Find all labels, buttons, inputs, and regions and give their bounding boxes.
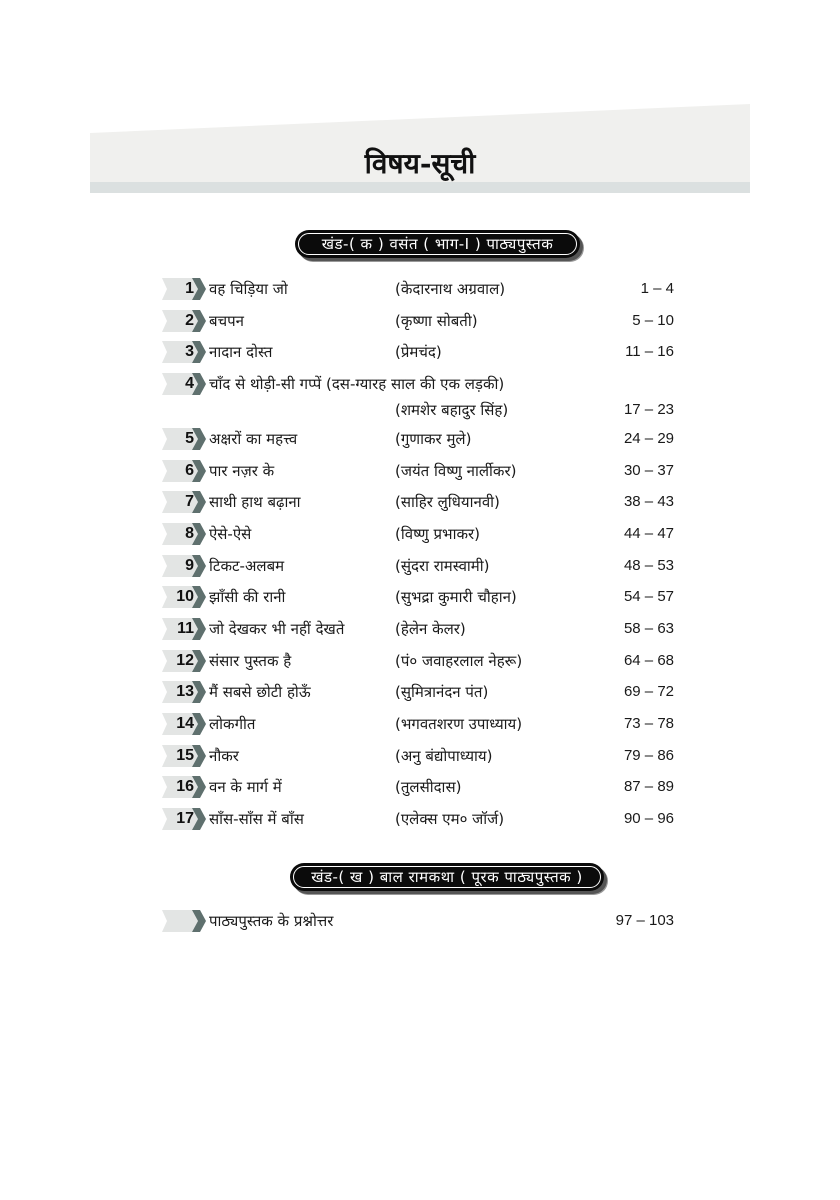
chapter-number: 16 [176, 778, 194, 795]
toc-row[interactable] [162, 909, 674, 935]
toc-row[interactable] [162, 277, 674, 303]
chapter-pages: 54 – 57 [623, 588, 674, 605]
toc-row[interactable] [162, 490, 674, 516]
chapter-pages: 30 – 37 [623, 462, 674, 479]
chapter-author: (प्रेमचंद) [395, 343, 442, 361]
toc-row[interactable] [162, 427, 674, 453]
chapter-author: (गुणाकर मुले) [395, 430, 472, 448]
toc-row[interactable] [162, 459, 674, 485]
toc-row[interactable] [162, 712, 674, 738]
chapter-pages: 48 – 53 [623, 557, 674, 574]
chapter-author: (हेलेन केलर) [395, 620, 466, 638]
chevron-marker-icon [162, 310, 206, 332]
chapter-pages: 5 – 10 [632, 312, 674, 329]
chapter-title[interactable]: नौकर [209, 747, 239, 765]
chapter-pages: 87 – 89 [623, 778, 674, 795]
chapter-title[interactable]: संसार पुस्तक है [209, 652, 292, 670]
chapter-pages: 97 – 103 [615, 912, 674, 929]
chapter-pages: 11 – 16 [625, 343, 674, 360]
chapter-author: (जयंत विष्णु नार्लीकर) [395, 462, 517, 480]
chapter-number: 13 [176, 683, 194, 700]
toc-row[interactable] [162, 554, 674, 580]
chapter-number: 15 [176, 747, 194, 764]
chapter-pages: 69 – 72 [623, 683, 674, 700]
chapter-title[interactable]: ऐसे-ऐसे [209, 525, 252, 543]
toc-row[interactable] [162, 775, 674, 801]
chapter-author: (सुंदरा रामस्वामी) [395, 557, 490, 575]
chapter-author: (सुमित्रानंदन पंत) [395, 683, 489, 701]
section-heading-bal-ramkatha [290, 863, 604, 891]
toc-row[interactable] [162, 309, 674, 335]
chevron-marker-icon [162, 373, 206, 395]
toc-row[interactable] [162, 617, 674, 643]
chapter-pages: 1 – 4 [640, 280, 674, 297]
chapter-title[interactable]: टिकट-अलबम [209, 557, 285, 575]
chapter-title[interactable]: पाठ्यपुस्तक के प्रश्नोत्तर [209, 912, 334, 930]
section-heading-vasant [295, 230, 580, 258]
toc-row[interactable] [162, 585, 674, 611]
chevron-marker-icon [162, 650, 206, 672]
chapter-pages: 38 – 43 [623, 493, 674, 510]
chapter-pages: 64 – 68 [623, 652, 674, 669]
chapter-title[interactable]: साँस-साँस में बाँस [209, 810, 304, 828]
chapter-pages: 73 – 78 [623, 715, 674, 732]
chapter-number: 11 [177, 620, 194, 637]
chapter-title[interactable]: साथी हाथ बढ़ाना [209, 493, 301, 511]
chapter-number: 14 [176, 715, 194, 732]
chapter-author: (शमशेर बहादुर सिंह) [395, 401, 509, 419]
chapter-author: (साहिर लुधियानवी) [395, 493, 500, 511]
chapter-number: 7 [185, 493, 194, 510]
chapter-pages: 58 – 63 [623, 620, 674, 637]
chapter-number: 4 [185, 375, 194, 392]
chevron-marker-icon [162, 713, 206, 735]
chapter-number: 9 [185, 557, 194, 574]
toc-row[interactable] [162, 744, 674, 770]
chapter-number: 2 [185, 312, 194, 329]
chapter-author: (केदारनाथ अग्रवाल) [395, 280, 506, 298]
toc-row[interactable] [162, 340, 674, 366]
chapter-title[interactable]: बचपन [209, 312, 244, 330]
chevron-marker-icon [162, 341, 206, 363]
chevron-marker-icon [162, 681, 206, 703]
chapter-title[interactable]: झाँसी की रानी [209, 588, 286, 606]
chapter-pages: 17 – 23 [623, 401, 674, 418]
toc-row[interactable] [162, 807, 674, 833]
chapter-title[interactable]: मैं सबसे छोटी होऊँ [209, 683, 311, 701]
chevron-marker-icon [162, 776, 206, 798]
chapter-number: 5 [185, 430, 194, 447]
title-banner [90, 104, 750, 194]
chapter-title[interactable]: अक्षरों का महत्त्व [209, 430, 298, 448]
toc-row[interactable] [162, 649, 674, 675]
chapter-number: 12 [176, 652, 194, 669]
chevron-marker-icon [162, 618, 206, 640]
chapter-title[interactable]: वह चिड़िया जो [209, 280, 288, 298]
chapter-pages: 24 – 29 [623, 430, 674, 447]
chevron-marker-icon [162, 278, 206, 300]
chapter-number: 6 [185, 462, 194, 479]
chevron-marker-icon [162, 491, 206, 513]
chapter-author: (सुभद्रा कुमारी चौहान) [395, 588, 517, 606]
chevron-marker-icon [162, 523, 206, 545]
chapter-pages: 44 – 47 [623, 525, 674, 542]
chapter-author: (कृष्णा सोबती) [395, 312, 478, 330]
chapter-author: (विष्णु प्रभाकर) [395, 525, 480, 543]
chapter-author: (अनु बंद्योपाध्याय) [395, 747, 493, 765]
chapter-number: 3 [185, 343, 194, 360]
chevron-marker-icon [162, 586, 206, 608]
chapter-author: (पं० जवाहरलाल नेहरू) [395, 652, 523, 670]
chevron-marker-icon [162, 555, 206, 577]
chapter-author: (भगवतशरण उपाध्याय) [395, 715, 523, 733]
chapter-number: 17 [176, 810, 194, 827]
chapter-number: 10 [176, 588, 194, 605]
chapter-title[interactable]: पार नज़र के [209, 462, 275, 480]
chevron-marker-icon [162, 910, 206, 932]
chapter-pages: 90 – 96 [623, 810, 674, 827]
chevron-marker-icon [162, 460, 206, 482]
chapter-pages: 79 – 86 [623, 747, 674, 764]
toc-row[interactable] [162, 522, 674, 548]
toc-row[interactable] [162, 680, 674, 706]
chapter-author: (तुलसीदास) [395, 778, 462, 796]
page-title: विषय-सूची [364, 147, 476, 180]
chapter-title[interactable]: नादान दोस्त [209, 343, 273, 361]
toc-row[interactable] [162, 372, 674, 422]
chapter-title[interactable]: वन के मार्ग में [209, 778, 282, 796]
chevron-marker-icon [162, 745, 206, 767]
chevron-marker-icon [162, 428, 206, 450]
chapter-title[interactable]: चाँद से थोड़ी-सी गप्पें (दस-ग्यारह साल की एक लड़की) [209, 375, 505, 393]
section-heading-label: खंड-( ख ) बाल रामकथा ( पूरक पाठ्यपुस्तक ) [311, 868, 583, 886]
chapter-author: (एलेक्स एम० जॉर्ज) [395, 810, 505, 828]
chapter-title[interactable]: जो देखकर भी नहीं देखते [209, 620, 345, 638]
chapter-number: 8 [185, 525, 194, 542]
chevron-marker-icon [162, 808, 206, 830]
section-heading-label: खंड-( क ) वसंत ( भाग-I ) पाठ्यपुस्तक [321, 235, 554, 253]
chapter-number: 1 [185, 280, 194, 297]
chapter-title[interactable]: लोकगीत [209, 715, 256, 733]
